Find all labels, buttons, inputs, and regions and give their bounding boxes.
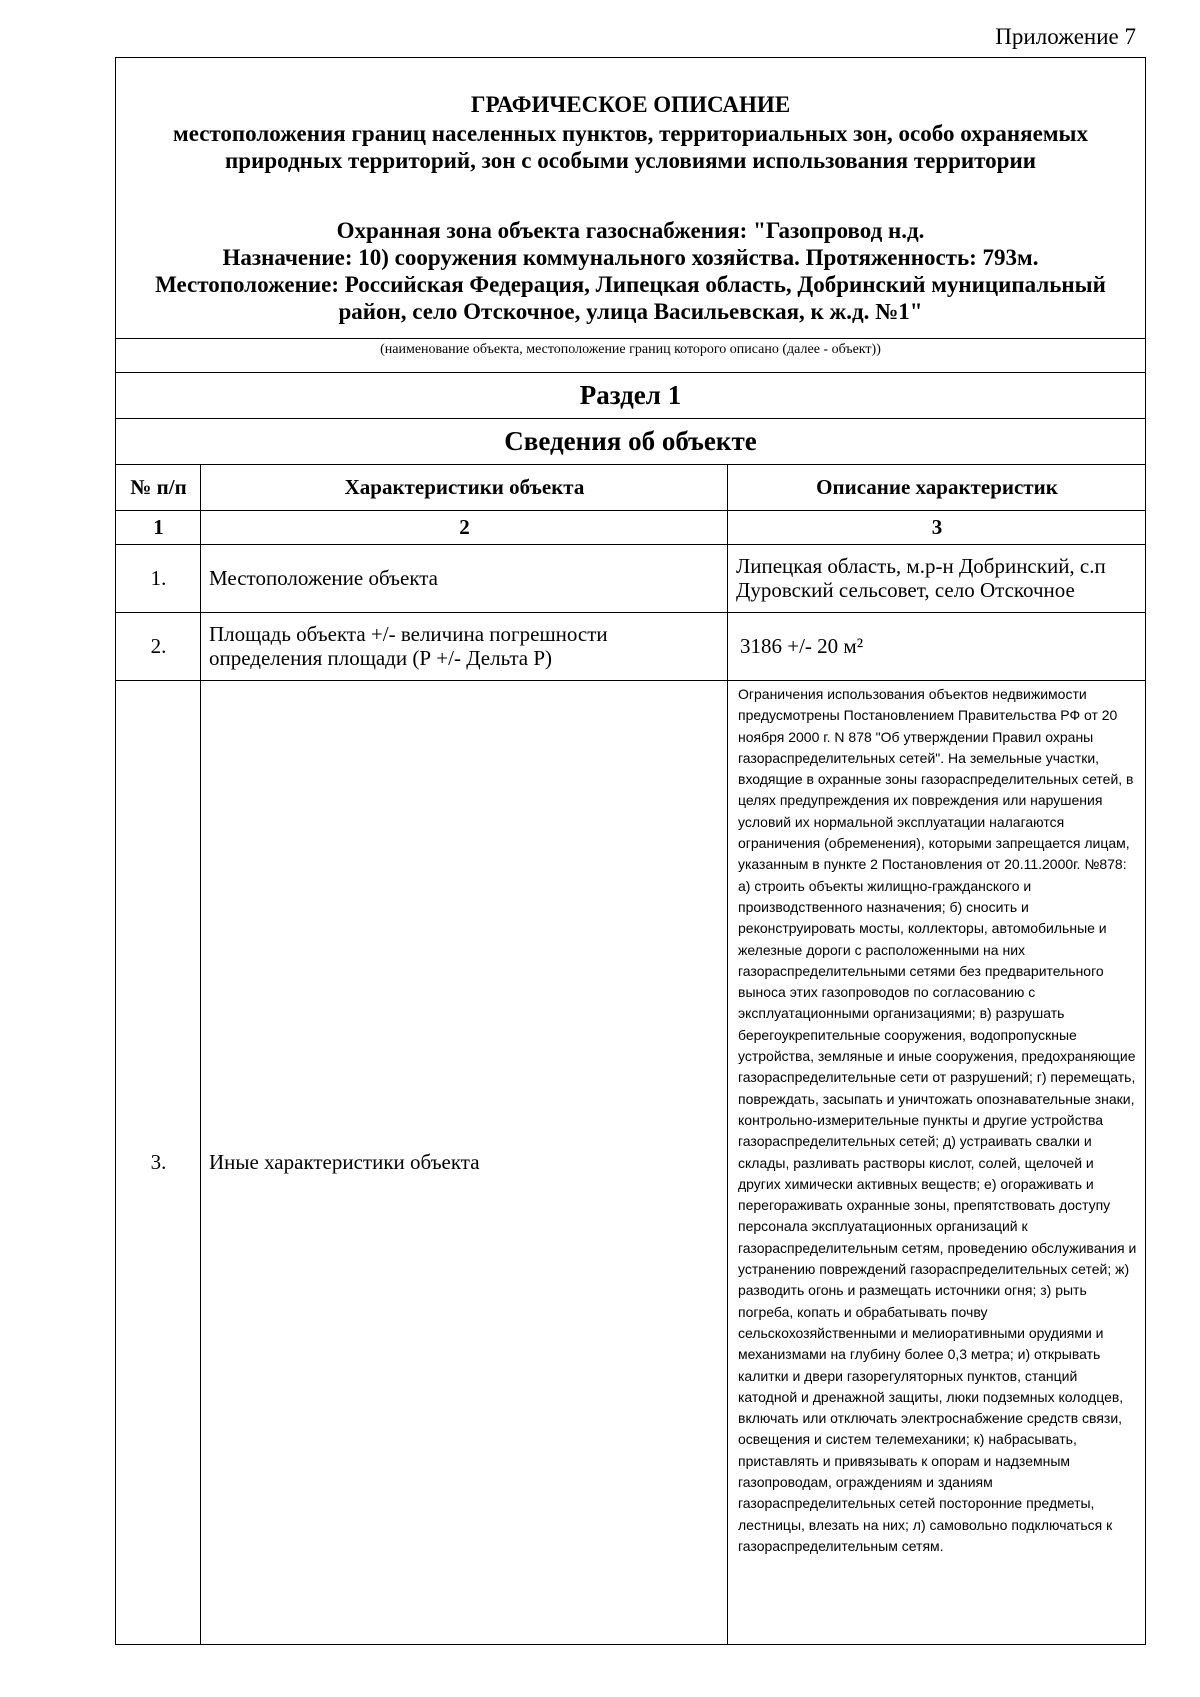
document-header: [116, 58, 1145, 357]
header-description: Описание характеристик: [816, 474, 1058, 499]
row-1-num: 1.: [150, 566, 167, 590]
object-line-2: Назначение: 10) сооружения коммунального хозяйства. Протяженность: 793м.: [222, 245, 1039, 270]
object-line-3: Местоположение: Российская Федерация, Липецкая область, Добринский муниципальный район, село Отскочное, улица Васильевская, к ж.д. №1": [155, 272, 1106, 324]
row-3-description: Ограничения использования объектов недвижимости предусмотрены Постановлением Правительства РФ от 20 ноября 2000 г. N 878 "Об утверждении Правил охраны газораспределительных сетей". На земельные участки, входящие в охранные зоны газораспределительных сетей, в целях предупреждения их повреждения или нарушения условий их нормальной эксплуатации налагаются ограничения (обременения), которыми запрещается лицам, указанным в пункте 2 Постановления от 20.11.2000г. №878: а) строить объекты жилищно-гражданского и производственного назначения; б) сносить и реконструировать мосты, коллекторы, автомобильные и железные дороги с расположенными на них газораспределительными сетями без предварительного выноса этих газопроводов по согласованию с эксплуатационными организациями; в) разрушать берегоукрепительные сооружения, водопропускные устройства, земляные и иные сооружения, предохраняющие газораспределительные сети от разрушений; г) перемещать, повреждать, засыпать и уничтожать опознавательные знаки, контрольно-измерительные пункты и другие устройства газораспределительных сетей; д) устраивать свалки и склады, разливать растворы кислот, солей, щелочей и других химически активных веществ; е) огораживать и перегораживать охранные зоны, препятствовать доступу персонала эксплуатационных организаций к газораспределительным сетям, проведению обслуживания и устранению повреждений газораспределительных сетей; ж) разводить огонь и размещать источники огня; з) рыть погреба, копать и обрабатывать почву сельскохозяйственными и мелиоративными орудиями и механизмами на глубину более 0,3 метра; и) открывать калитки и двери газорегуляторных пунктов, станций катодной и дренажной защиты, люки подземных колодцев, включать или отключать электроснабжение средств связи, освещения и систем телемеханики; к) набрасывать, приставлять и привязывать к опорам и надземным газопроводам, ограждениям и зданиям газораспределительных сетей посторонние предметы, лестницы, влезать на них; л) самовольно подключаться к газораспределительным сетям.: [738, 686, 1137, 1554]
row-1-characteristic: Местоположение объекта: [209, 566, 439, 590]
object-description: [126, 217, 1135, 325]
header-characteristic: Характеристики объекта: [344, 474, 585, 499]
object-caption: (наименование объекта, местоположение границ которого описано (далее - объект)): [380, 342, 881, 357]
appendix-label: Приложение 7: [995, 24, 1136, 49]
header-num: № п/п: [130, 474, 187, 499]
document-frame: [115, 57, 1146, 1645]
row-3-num: 3.: [150, 1150, 167, 1174]
section-subtitle: Сведения об объекте: [504, 426, 757, 456]
column-number-2: 2: [459, 514, 470, 539]
document-title: ГРАФИЧЕСКОЕ ОПИСАНИЕ: [470, 92, 791, 117]
row-2-description: 3186 +/- 20 м²: [740, 634, 864, 658]
object-line-1: Охранная зона объекта газоснабжения: "Газопровод н.д.: [336, 218, 925, 243]
row-2-characteristic: Площадь объекта +/- величина погрешности определения площади (Р +/- Дельта Р): [209, 622, 608, 670]
row-2-num: 2.: [150, 634, 167, 658]
document-subtitle: местоположения границ населенных пунктов, территориальных зон, особо охраняемых природных территорий, зон с особыми условиями использования территории: [173, 121, 1088, 173]
header-underline: [116, 338, 1145, 339]
column-number-3: 3: [931, 514, 943, 539]
row-1-description: Липецкая область, м.р-н Добринский, с.п Дуровский сельсовет, село Отскочное: [736, 554, 1106, 602]
column-number-1: 1: [153, 514, 164, 539]
section-title: Раздел 1: [579, 380, 682, 410]
row-3-characteristic: Иные характеристики объекта: [209, 1150, 480, 1174]
